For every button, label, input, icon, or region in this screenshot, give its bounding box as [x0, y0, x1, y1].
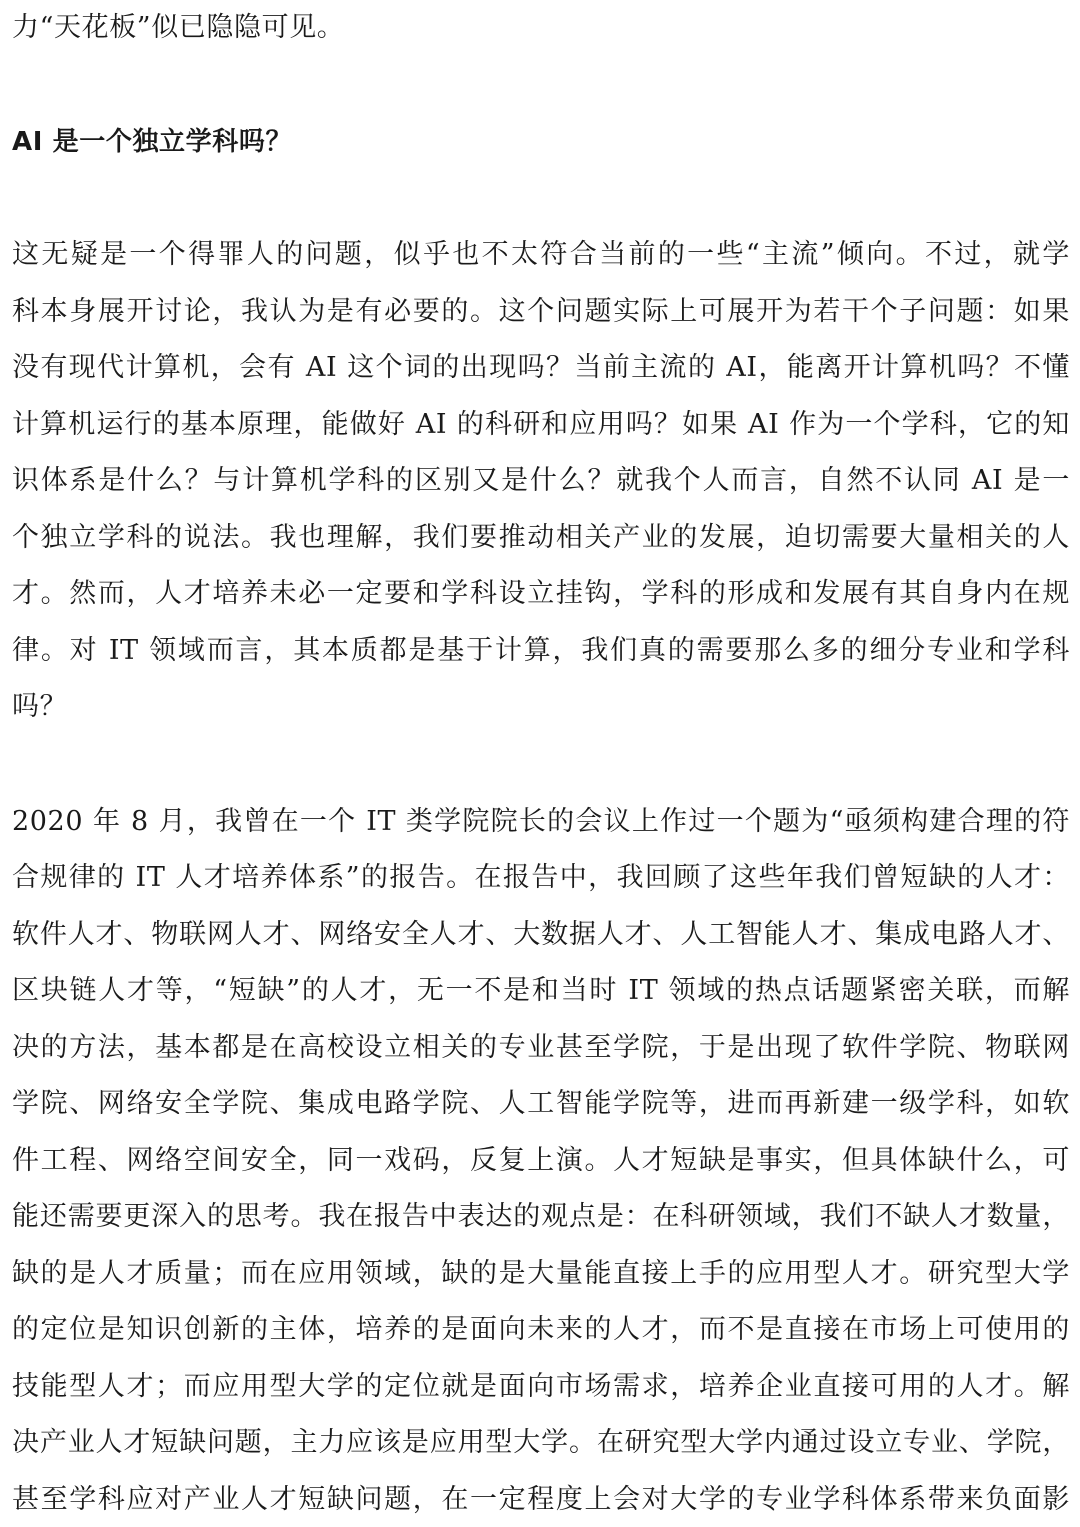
paragraph-line: 这无疑是一个得罪人的问题，似乎也不太符合当前的一些“主流”倾向。不过，就学	[12, 239, 1070, 270]
paragraph-line: 缺的是人才质量；而在应用领域，缺的是大量能直接上手的应用型人才。研究型大学	[12, 1258, 1070, 1289]
paragraph-line: 识体系是什么？与计算机学科的区别又是什么？就我个人而言，自然不认同 AI 是一	[12, 465, 1070, 496]
paragraph-line: 个独立学科的说法。我也理解，我们要推动相关产业的发展，迫切需要大量相关的人	[12, 522, 1070, 553]
section-heading: AI 是一个独立学科吗？	[12, 127, 293, 157]
paragraph-line: 能还需要更深入的思考。我在报告中表达的观点是：在科研领域，我们不缺人才数量，	[12, 1201, 1070, 1232]
paragraph-line: 合规律的 IT 人才培养体系”的报告。在报告中，我回顾了这些年我们曾短缺的人才：	[12, 862, 1070, 893]
paragraph-line: 律。对 IT 领域而言，其本质都是基于计算，我们真的需要那么多的细分专业和学科	[12, 635, 1070, 666]
paragraph-line: 才。然而，人才培养未必一定要和学科设立挂钩，学科的形成和发展有其自身内在规	[12, 578, 1070, 609]
paragraph-line: 2020 年 8 月，我曾在一个 IT 类学院院长的会议上作过一个题为“亟须构建合理的符	[12, 806, 1070, 837]
intro-tail-line: 力“天花板”似已隐隐可见。	[12, 12, 345, 43]
paragraph-line: 计算机运行的基本原理，能做好 AI 的科研和应用吗？如果 AI 作为一个学科，它的知	[12, 409, 1070, 440]
paragraph-line: 决产业人才短缺问题，主力应该是应用型大学。在研究型大学内通过设立专业、学院，	[12, 1427, 1070, 1458]
paragraph-line: 软件人才、物联网人才、网络安全人才、大数据人才、人工智能人才、集成电路人才、	[12, 919, 1070, 950]
paragraph-line: 甚至学科应对产业人才短缺问题，在一定程度上会对大学的专业学科体系带来负面影	[12, 1484, 1070, 1515]
paragraph-line: 决的方法，基本都是在高校设立相关的专业甚至学院，于是出现了软件学院、物联网	[12, 1032, 1070, 1063]
paragraph-line: 没有现代计算机，会有 AI 这个词的出现吗？当前主流的 AI，能离开计算机吗？不懂	[12, 352, 1070, 383]
paragraph-line: 吗？	[12, 691, 68, 722]
paragraph-line: 的定位是知识创新的主体，培养的是面向未来的人才，而不是直接在市场上可使用的	[12, 1314, 1070, 1345]
paragraph-line: 学院、网络安全学院、集成电路学院、人工智能学院等，进而再新建一级学科，如软	[12, 1088, 1070, 1119]
paragraph-line: 技能型人才；而应用型大学的定位就是面向市场需求，培养企业直接可用的人才。解	[12, 1371, 1070, 1402]
paragraph-line: 区块链人才等，“短缺”的人才，无一不是和当时 IT 领域的热点话题紧密关联，而解	[12, 975, 1070, 1006]
paragraph-line: 科本身展开讨论，我认为是有必要的。这个问题实际上可展开为若干个子问题：如果	[12, 296, 1070, 327]
paragraph-line: 件工程、网络空间安全，同一戏码，反复上演。人才短缺是事实，但具体缺什么，可	[12, 1145, 1070, 1176]
